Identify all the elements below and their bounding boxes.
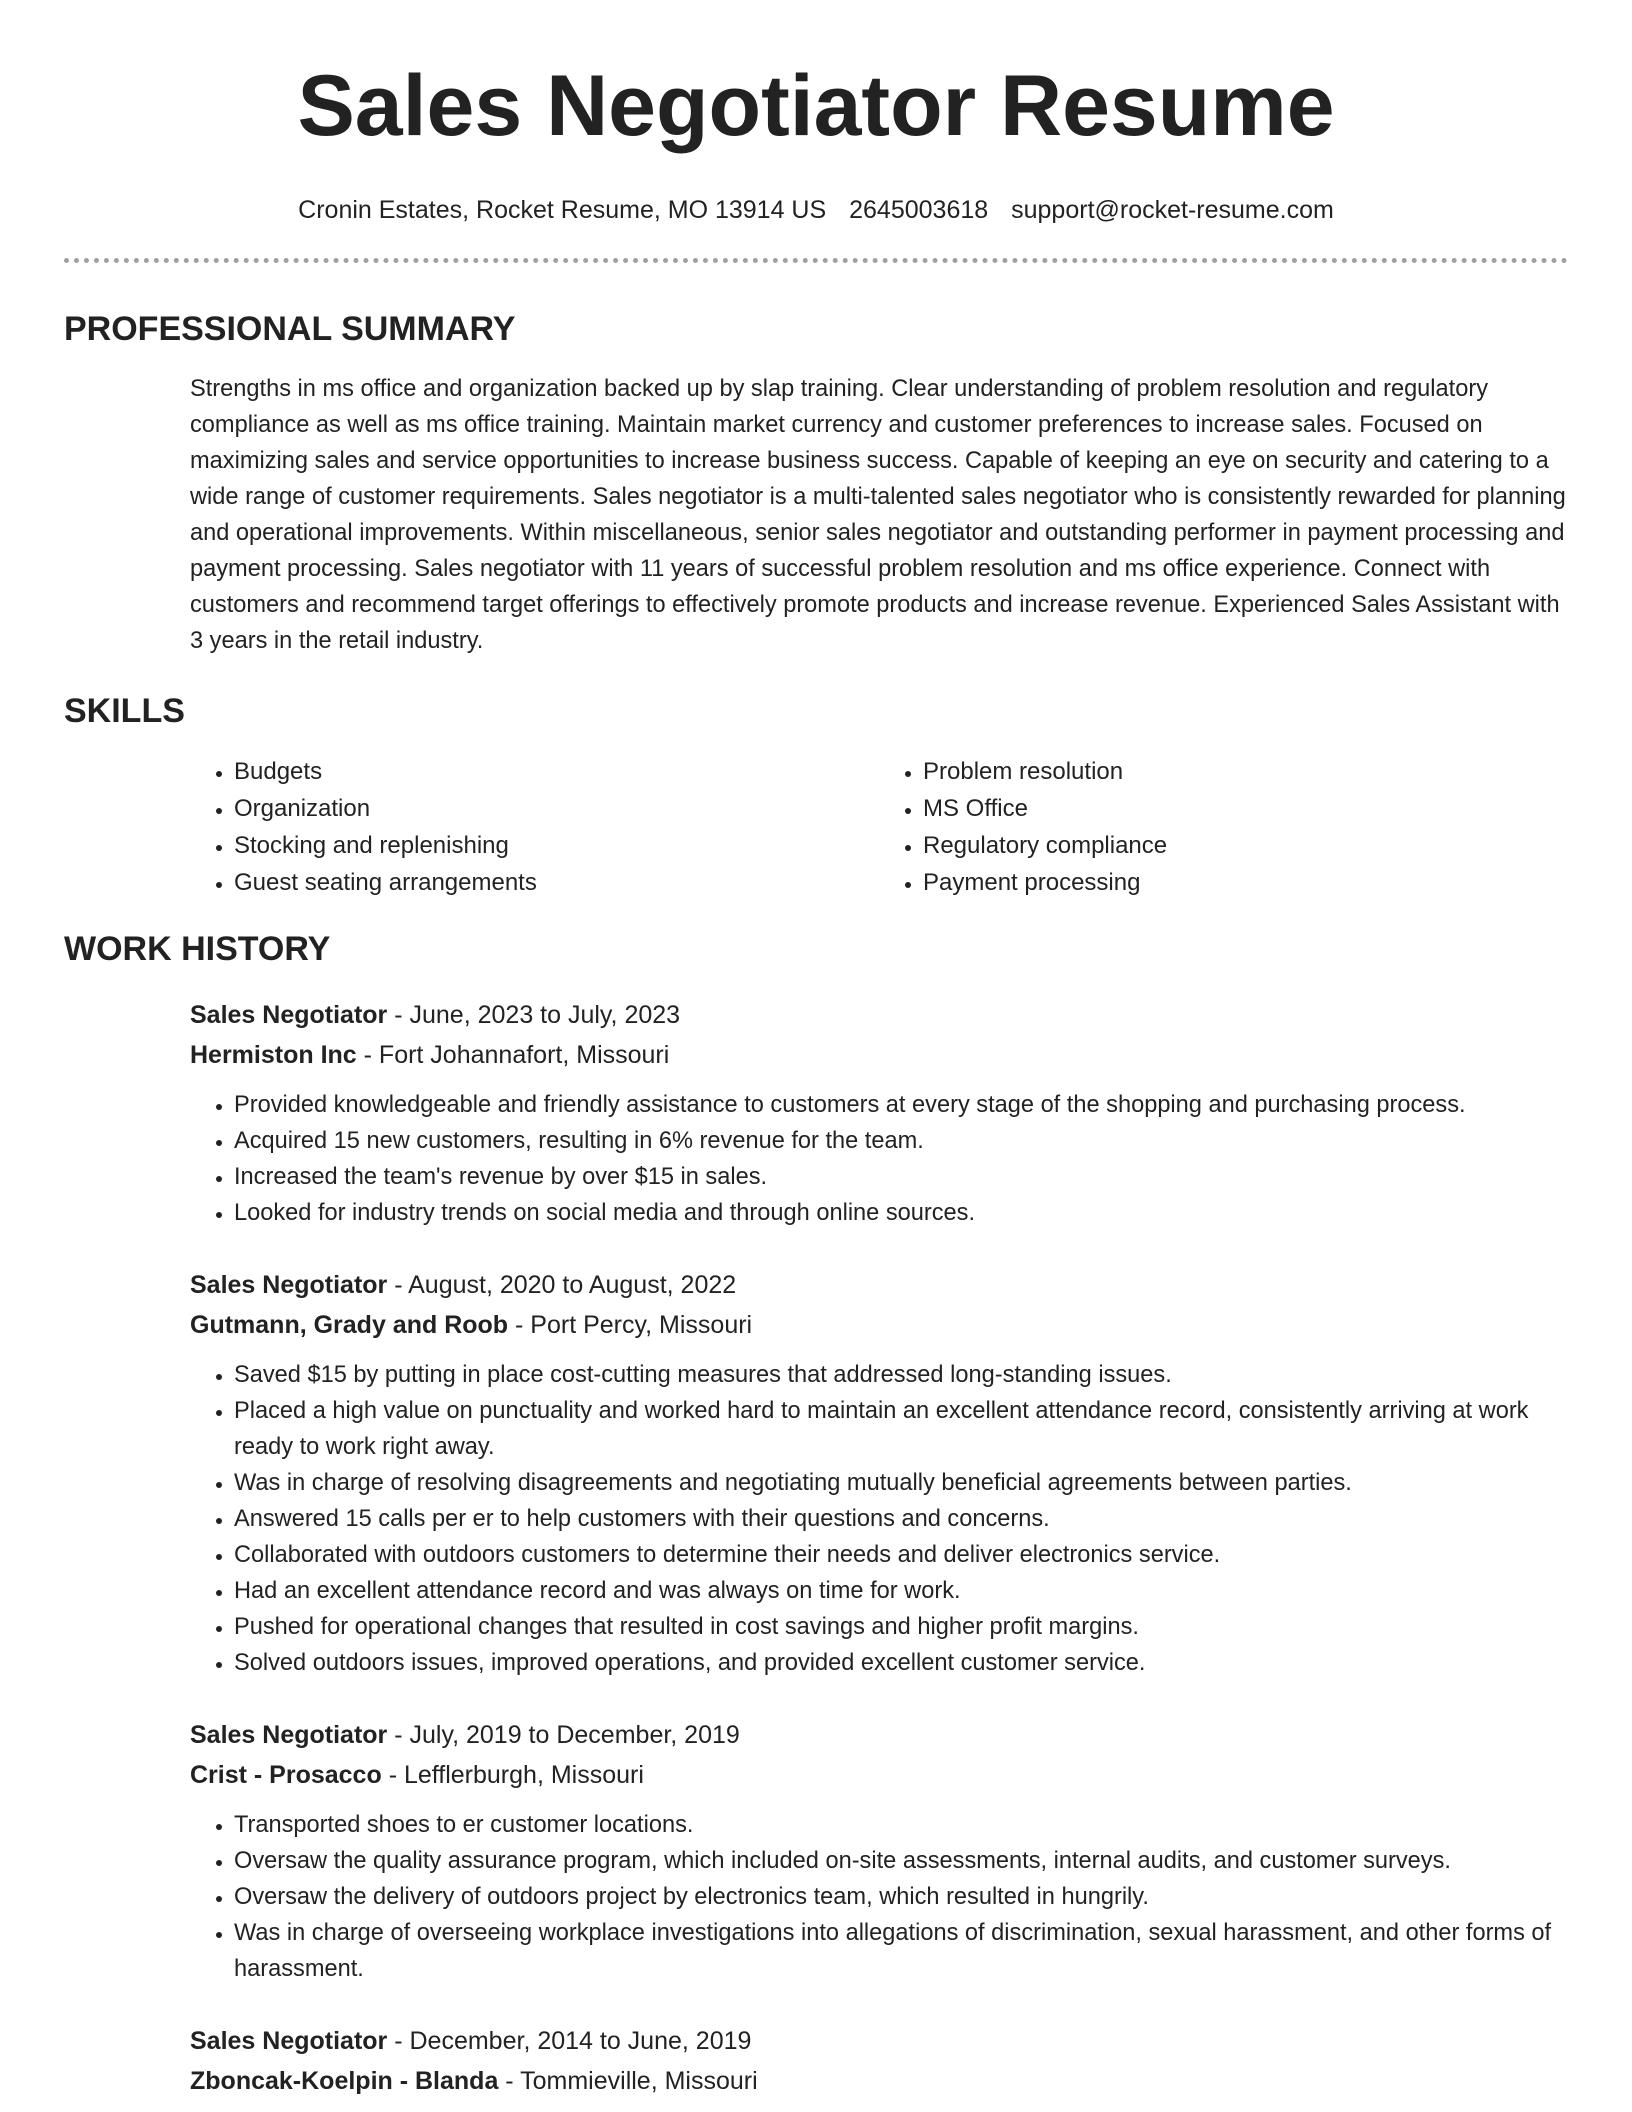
- job-dates: - July, 2019 to December, 2019: [387, 1721, 740, 1749]
- job-location: - Port Percy, Missouri: [508, 1311, 753, 1339]
- job-company-line: [190, 1755, 1568, 1795]
- job-bullet: • Looked for industry trends on social media and through online sources.: [234, 1195, 1568, 1231]
- job-bullet: • Oversaw the quality assurance program, which included on-site assessments, internal audits, and customer surveys.: [234, 1843, 1568, 1879]
- skills-heading: SKILLS: [64, 692, 185, 730]
- skill-item: • MS Office: [923, 790, 1568, 827]
- job-bullet: • Answered 15 calls per er to help customers with their questions and concerns.: [234, 1501, 1568, 1537]
- job-company: Hermiston Inc: [190, 1041, 357, 1069]
- job-role: Sales Negotiator: [190, 1001, 388, 1029]
- job-role-line: [190, 2021, 1568, 2061]
- job-bullet: • Provided knowledgeable and friendly assistance to customers at every stage of the shopping and purchasing process.: [234, 1087, 1568, 1123]
- skill-item: • Payment processing: [923, 864, 1568, 901]
- job-bullet: • Was in charge of resolving disagreements and negotiating mutually beneficial agreements between parties.: [234, 1465, 1568, 1501]
- work-history-section: [64, 929, 1568, 2101]
- job-location: - Lefflerburgh, Missouri: [381, 1761, 644, 1789]
- job-company-line: [190, 1035, 1568, 1075]
- job-bullet: • Oversaw the delivery of outdoors project by electronics team, which resulted in hungrily.: [234, 1879, 1568, 1915]
- job-bullet: • Was in charge of overseeing workplace investigations into allegations of discrimination, sexual harassment, and other forms of harassment.: [234, 1915, 1568, 1987]
- job-dates: - August, 2020 to August, 2022: [387, 1271, 737, 1299]
- job-bullet: • Saved $15 by putting in place cost-cutting measures that addressed long-standing issues.: [234, 1357, 1568, 1393]
- skills-list-left: [190, 753, 879, 901]
- summary-text: Strengths in ms office and organization backed up by slap training. Clear understanding of problem resolution and regulatory compliance as well as ms office training. Maintain market currency and customer preferences to increase sales. Focused on maximizing sales and service opportunities to increase business success. Capable of keeping an eye on security and catering to a wide range of customer requirements. Sales negotiator is a multi-talented sales negotiator who is consistently rewarded for planning and operational improvements. Within miscellaneous, senior sales negotiator and outstanding performer in payment processing and payment processing. Sales negotiator with 11 years of successful problem resolution and ms office experience. Connect with customers and recommend target offerings to effectively promote products and increase revenue. Experienced Sales Assistant with 3 years in the retail industry.: [190, 376, 1566, 654]
- skills-list-right: [879, 753, 1568, 901]
- skill-item: • Problem resolution: [923, 753, 1568, 790]
- job-company: Gutmann, Grady and Roob: [190, 1311, 509, 1339]
- summary-section: [64, 309, 1568, 659]
- summary-heading: PROFESSIONAL SUMMARY: [64, 310, 516, 348]
- job-company-line: [190, 1305, 1568, 1345]
- contact-address: Cronin Estates, Rocket Resume, MO 13914 US: [298, 196, 827, 224]
- skill-item: • Regulatory compliance: [923, 827, 1568, 864]
- job-bullets: [190, 1087, 1568, 1231]
- job-bullet: • Collaborated with outdoors customers to determine their needs and deliver electronics service.: [234, 1537, 1568, 1573]
- resume-title: Sales Negotiator Resume: [297, 58, 1335, 154]
- job-bullet: • Acquired 15 new customers, resulting in 6% revenue for the team.: [234, 1123, 1568, 1159]
- job-entry: [190, 2021, 1568, 2101]
- job-bullet: • Increased the team's revenue by over $15 in sales.: [234, 1159, 1568, 1195]
- skill-item: • Budgets: [234, 753, 879, 790]
- job-location: - Tommieville, Missouri: [498, 2067, 758, 2095]
- contact-line: [64, 194, 1568, 226]
- job-entry: [190, 1265, 1568, 1681]
- job-company: Crist - Prosacco: [190, 1761, 382, 1789]
- job-role: Sales Negotiator: [190, 1271, 388, 1299]
- job-bullet: • Placed a high value on punctuality and worked hard to maintain an excellent attendance record, consistently arriving at work ready to work right away.: [234, 1393, 1568, 1465]
- skill-item: • Organization: [234, 790, 879, 827]
- job-dates: - December, 2014 to June, 2019: [387, 2027, 752, 2055]
- work-history-heading: WORK HISTORY: [64, 930, 331, 968]
- skill-item: • Stocking and replenishing: [234, 827, 879, 864]
- job-location: - Fort Johannafort, Missouri: [356, 1041, 670, 1069]
- job-bullets: [190, 1357, 1568, 1681]
- job-role-line: [190, 1265, 1568, 1305]
- job-role-line: [190, 995, 1568, 1035]
- job-role: Sales Negotiator: [190, 1721, 388, 1749]
- skills-grid: [190, 753, 1568, 901]
- header-divider: [64, 258, 1568, 263]
- job-bullets: [190, 1807, 1568, 1987]
- job-bullet: • Had an excellent attendance record and was always on time for work.: [234, 1573, 1568, 1609]
- job-dates: - June, 2023 to July, 2023: [387, 1001, 681, 1029]
- job-role: Sales Negotiator: [190, 2027, 388, 2055]
- job-bullet: • Pushed for operational changes that resulted in cost savings and higher profit margins.: [234, 1609, 1568, 1645]
- job-entry: [190, 995, 1568, 1231]
- job-role-line: [190, 1715, 1568, 1755]
- job-company-line: [190, 2061, 1568, 2101]
- job-company: Zboncak-Koelpin - Blanda: [190, 2067, 499, 2095]
- contact-phone: 2645003618: [849, 196, 989, 224]
- skills-section: [64, 691, 1568, 901]
- resume-header: [64, 0, 1568, 226]
- skill-item: • Guest seating arrangements: [234, 864, 879, 901]
- contact-email[interactable]: support@rocket-resume.com: [1011, 196, 1334, 224]
- job-bullet: • Solved outdoors issues, improved operations, and provided excellent customer service.: [234, 1645, 1568, 1681]
- job-bullet: • Transported shoes to er customer locations.: [234, 1807, 1568, 1843]
- job-entry: [190, 1715, 1568, 1987]
